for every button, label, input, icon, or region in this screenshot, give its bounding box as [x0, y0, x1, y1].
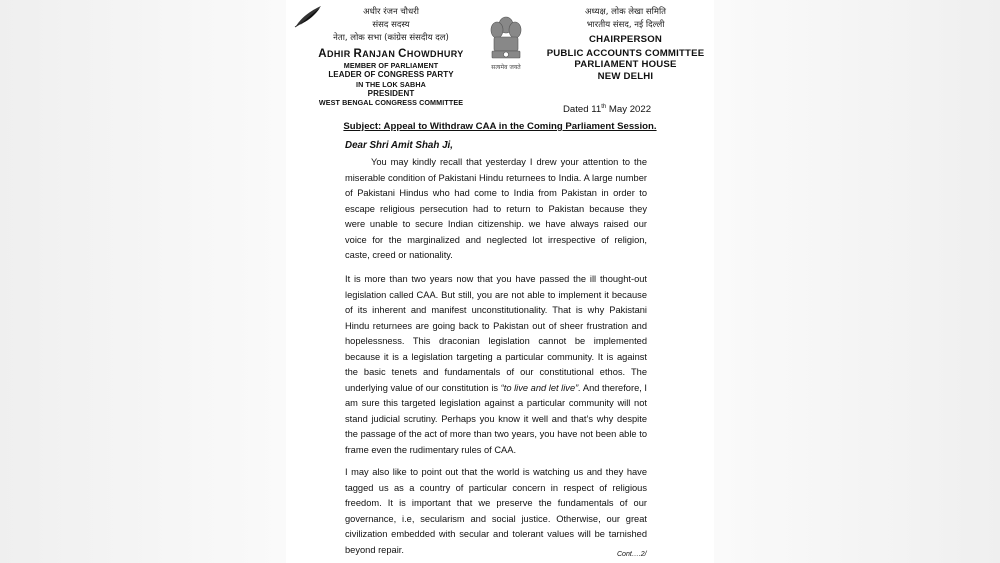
letter-page: [286, 0, 714, 563]
hindi-house: भारतीय संसद, नई दिल्ली: [586, 20, 665, 30]
body-paragraph-3: I may also like to point out that the world is watching us and they have tagged us as a country of particular concern in respect of religious freedom. It is important that we preserve the fundamentals of our governance, i.e, secularism and social justice. Otherwise, our great civilization embedded with secular and tolerant values will be tarnished beyond repair.: [345, 467, 647, 555]
salutation: Dear Shri Amit Shah Ji,: [345, 140, 453, 151]
committee-line: WEST BENGAL CONGRESS COMMITTEE: [318, 98, 464, 107]
hindi-role: नेता, लोक सभा (कांग्रेस संसदीय दल): [333, 33, 449, 43]
parliament-house: PARLIAMENT HOUSE: [574, 59, 677, 70]
emblem-motto: सत्यमेव जयते: [491, 64, 521, 71]
sender-letterhead: [306, 6, 476, 107]
body-paragraph-2: It is more than two years now that you have passed the ill thought-out legislation called CAA. But still, you are not able to implement it because of its inherent and manifest unconstitutionality. That is why Pakistani Hindu returnees are going back to Pakistan out of sheer frustration and hopelessness. This draconian legislation cannot be implemented because it is a legislation targeting a particular community. It is against the basic tenets and fundamentals of our constitutional ethos. The underlying value of our constitution is “to live and let live”. And therefore, I am sure this targeted legislation against a particular community will not stand judicial scrutiny. Perhaps you know it well and that’s why despite the passage of the act of more than two years, you have not been able to frame even the rudimentary rules of CAA.: [345, 274, 648, 455]
hindi-name: अधीर रंजन चौधरी: [363, 7, 419, 17]
quoted-phrase: “to live and let live”.: [500, 382, 581, 393]
letter-date: Dated 11th May 2022: [563, 104, 652, 116]
subject-line: Subject: Appeal to Withdraw CAA in the Coming Parliament Session.: [343, 121, 657, 132]
continuation-note: Cont….2/: [617, 551, 647, 558]
leader-line: LEADER OF CONGRESS PARTY: [328, 70, 454, 79]
hindi-title: संसद सदस्य: [372, 20, 410, 30]
hindi-committee: अध्यक्ष, लोक लेखा समिति: [584, 7, 666, 17]
house-line: IN THE LOK SABHA: [356, 80, 426, 89]
president-line: PRESIDENT: [367, 89, 415, 98]
sender-name: ADHIR RANJAN CHOWDHURY: [318, 48, 464, 60]
chairperson-line: CHAIRPERSON: [588, 34, 663, 45]
member-line: MEMBER OF PARLIAMENT: [343, 61, 439, 70]
city-line: NEW DELHI: [597, 70, 654, 82]
office-letterhead: [538, 6, 713, 82]
committee-name: PUBLIC ACCOUNTS COMMITTEE: [546, 47, 705, 59]
body-paragraph-1: You may kindly recall that yesterday I drew your attention to the miserable condition of Pakistani Hindu returnees to India. A large number of Pakistani Hindus who had come to India from Pakistan in order to escape religious persecution had to return to Pakistan because they were unable to secure Indian citizenship. we have always raised our voice for the marginalized and neglected lot irrespective of religion, caste, creed or nationality.: [345, 157, 647, 260]
